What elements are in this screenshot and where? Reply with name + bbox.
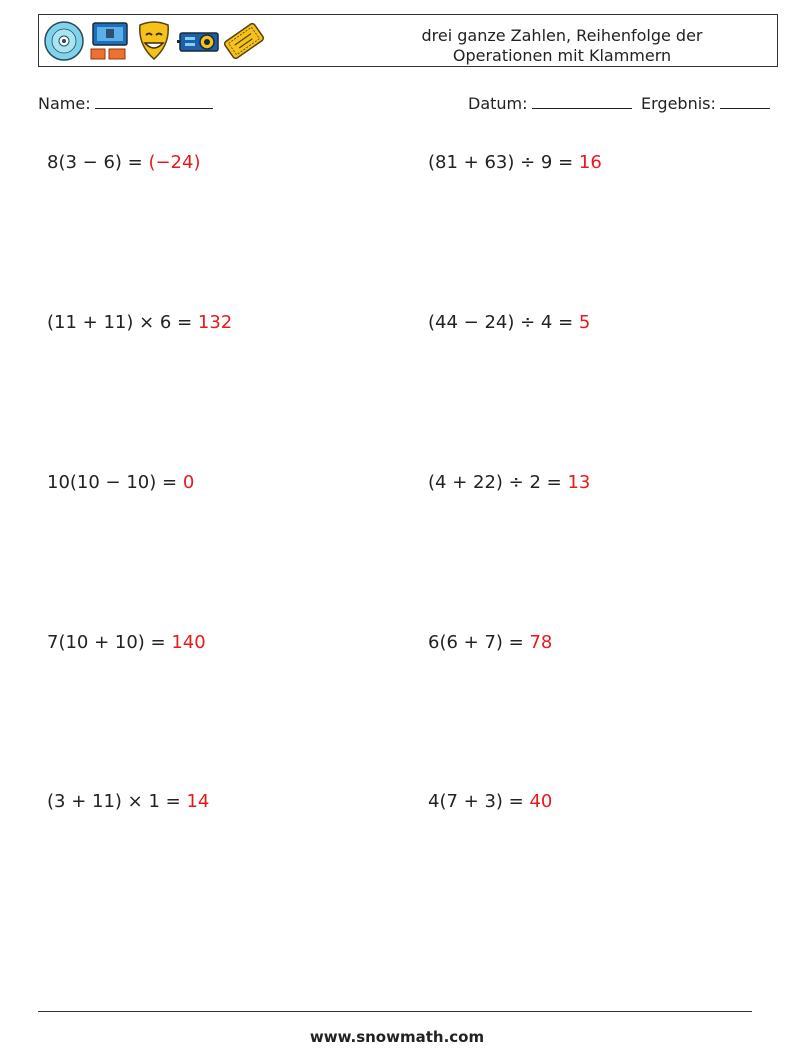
problem-expression: (4 + 22) ÷ 2 = xyxy=(428,472,568,493)
problem-8 xyxy=(428,632,552,653)
problem-answer: 78 xyxy=(529,632,553,653)
footer-divider xyxy=(38,1011,752,1012)
problem-answer: (−24) xyxy=(148,152,201,173)
result-label: Ergebnis: xyxy=(641,94,716,113)
problem-9 xyxy=(47,791,209,812)
theater-mask-icon xyxy=(132,19,177,63)
worksheet-title xyxy=(397,26,727,66)
footer-url[interactable]: www.snowmath.com xyxy=(309,1028,485,1046)
name-field xyxy=(38,94,213,113)
title-line-1: drei ganze Zahlen, Reihenfolge der xyxy=(421,26,703,45)
problem-expression: 7(10 + 10) = xyxy=(47,632,172,653)
problem-answer: 132 xyxy=(197,312,233,333)
problem-expression: (3 + 11) × 1 = xyxy=(47,791,187,812)
problem-4 xyxy=(428,312,590,333)
problem-answer: 5 xyxy=(578,312,591,333)
problem-expression: (11 + 11) × 6 = xyxy=(47,312,198,333)
problem-expression: 8(3 − 6) = xyxy=(47,152,149,173)
computer-icon xyxy=(87,19,132,63)
name-blank[interactable] xyxy=(95,94,213,109)
problem-1 xyxy=(47,152,200,173)
problem-3 xyxy=(47,312,232,333)
cinema-ticket-icon xyxy=(222,19,267,63)
result-field xyxy=(641,94,770,113)
problem-answer: 14 xyxy=(186,791,210,812)
cd-icon xyxy=(42,19,87,63)
problem-2 xyxy=(428,152,602,173)
problem-answer: 40 xyxy=(529,791,553,812)
problem-expression: 4(7 + 3) = xyxy=(428,791,530,812)
date-label: Datum: xyxy=(468,94,528,113)
problem-10 xyxy=(428,791,552,812)
problem-answer: 16 xyxy=(578,152,602,173)
problem-answer: 140 xyxy=(171,632,206,653)
problem-expression: (44 − 24) ÷ 4 = xyxy=(428,312,579,333)
problem-5 xyxy=(47,472,194,493)
problem-7 xyxy=(47,632,206,653)
problem-expression: 6(6 + 7) = xyxy=(428,632,530,653)
name-label: Name: xyxy=(38,94,91,113)
header-box xyxy=(38,14,778,67)
result-blank[interactable] xyxy=(720,94,770,109)
problem-expression: 10(10 − 10) = xyxy=(47,472,183,493)
date-blank[interactable] xyxy=(532,94,632,109)
problem-6 xyxy=(428,472,590,493)
problem-answer: 13 xyxy=(567,472,591,493)
projector-icon xyxy=(177,19,222,63)
icon-strip xyxy=(42,19,267,63)
problem-answer: 0 xyxy=(182,472,195,493)
title-line-2: Operationen mit Klammern xyxy=(452,46,672,65)
date-field xyxy=(468,94,632,113)
problem-expression: (81 + 63) ÷ 9 = xyxy=(428,152,579,173)
